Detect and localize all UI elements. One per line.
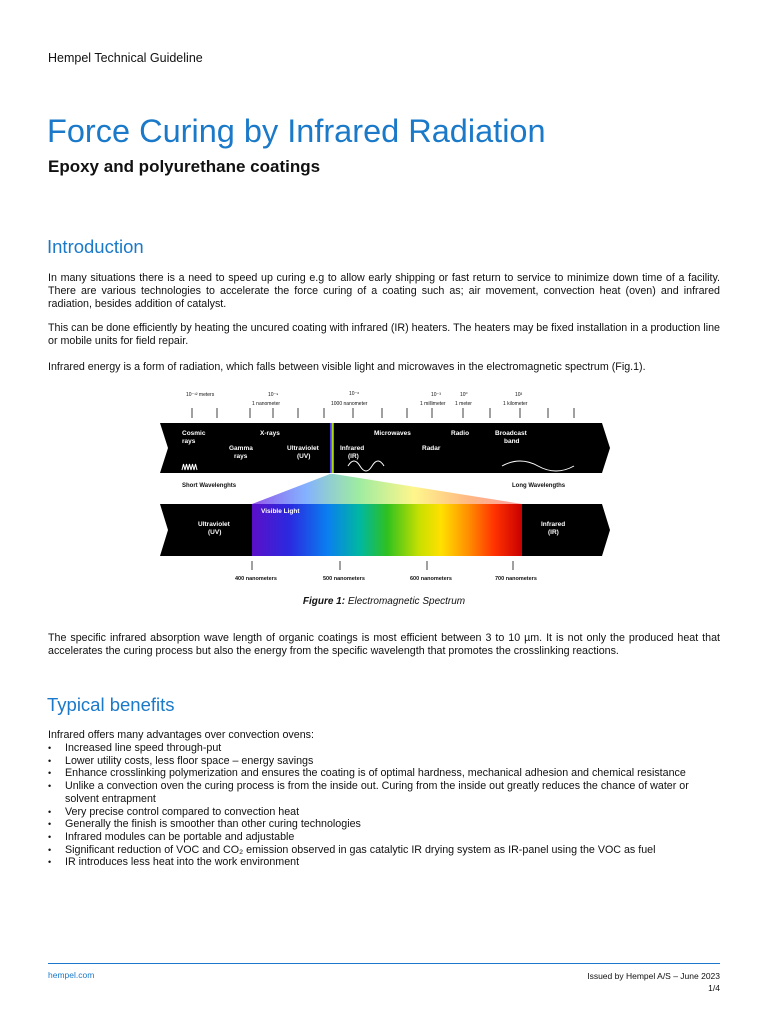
label-gamma-2: rays [234,453,248,460]
scale-label-3b: 1000 nanometer [331,401,368,407]
benefits-list [48,742,720,869]
page-number: 1/4 [708,983,720,993]
list-item: • Unlike a convection oven the curing process is from the inside out. Curing from the inside out greatly reduces the chance of water or solvent entrapment [48,780,720,805]
nm-label-400: 400 nanometers [235,576,277,582]
list-item: • Lower utility costs, less floor space – energy savings [48,755,720,768]
label-microwaves: Microwaves [374,430,411,437]
page-subtitle: Epoxy and polyurethane coatings [48,157,321,176]
scale-label-4a: 10⁻³ [431,392,441,398]
label-ir-top-1: Infrared [340,445,365,452]
figure-caption-label: Figure 1: [302,596,346,607]
label-ir-top-2: (IR) [348,453,359,460]
long-wavelengths-label: Long Wavelengths [512,483,566,489]
scale-label-5b: 1 meter [455,401,472,407]
footer-divider [48,963,720,964]
list-item: • IR introduces less heat into the work environment [48,856,720,869]
list-item: • Infrared modules can be portable and adjustable [48,831,720,844]
label-radio: Radio [451,430,470,437]
label-gamma-1: Gamma [229,445,253,452]
label-cosmic-1: Cosmic [182,430,206,437]
figure-caption [48,596,720,607]
label-ir-bottom-2: (IR) [548,529,559,536]
figure-caption-text: Electromagnetic Spectrum [345,596,466,607]
label-radar: Radar [422,445,441,452]
scale-label-6b: 1 kilometer [503,401,528,407]
scale-label-6a: 10³ [515,392,523,398]
nanometer-ticks [252,561,513,570]
absorption-paragraph: The specific infrared absorption wave length of organic coatings is most efficient between 3 to 10 µm. It is not only the produced heat that accelerates the curing process but also the energy from the specific wavelength that promotes the crosslinking reactions. [48,632,720,658]
list-item: • Increased line speed through-put [48,742,720,755]
label-uv-top-1: Ultraviolet [287,445,319,452]
list-item: • Significant reduction of VOC and CO₂ emission observed in gas catalytic IR drying system as IR-panel using the VOC as fuel [48,844,720,857]
intro-paragraph-1: In many situations there is a need to speed up curing e.g to allow early shipping or fast return to service to minimize down time of a facility. There are various technologies to accelerate the force curing of a coating such as; air movement, convection heat (oven) and infrared radiation, besides addition of catalyst. [48,272,720,311]
scale-ticks [192,408,574,418]
scale-label-5a: 10⁰ [460,392,468,398]
label-uv-bottom-2: (UV) [208,529,222,536]
label-uv-bottom-1: Ultraviolet [198,521,230,528]
scale-label-3a: 10⁻⁶ [349,391,360,397]
visible-light-fan [252,474,522,504]
footer-issued-text: Issued by Hempel A/S – June 2023 [587,971,720,981]
section-heading-introduction: Introduction [47,236,144,257]
label-uv-top-2: (UV) [297,453,311,460]
scale-label-4b: 1 millimeter [420,401,446,407]
electromagnetic-spectrum-figure [160,386,610,586]
label-broadcast-1: Broadcast [495,430,527,437]
section-heading-typical-benefits: Typical benefits [47,694,175,715]
label-broadcast-2: band [504,438,520,445]
benefits-intro: Infrared offers many advantages over convection ovens: [48,729,314,741]
scale-label-2b: 1 nanometer [252,401,281,407]
scale-label-1: 10⁻¹² meters [186,392,215,398]
footer-issued-info [587,970,720,994]
list-item: • Enhance crosslinking polymerization and ensures the coating is of optimal hardness, mechanical adhesion and chemical resistance [48,767,720,780]
short-wavelengths-label: Short Wavelenghts [182,483,237,489]
nm-label-600: 600 nanometers [410,576,452,582]
intro-paragraph-2: This can be done efficiently by heating the uncured coating with infrared (IR) heaters. The heaters may be fixed installation in a production line or mobile units for field repair. [48,322,720,348]
nm-label-500: 500 nanometers [323,576,365,582]
label-cosmic-2: rays [182,438,196,445]
label-xrays: X-rays [260,430,280,437]
list-item: • Generally the finish is smoother than other curing technologies [48,818,720,831]
label-visible-light: Visible Light [261,508,300,515]
nm-label-700: 700 nanometers [495,576,537,582]
list-item: • Very precise control compared to convection heat [48,806,720,819]
scale-label-2a: 10⁻⁹ [268,392,279,398]
page-title: Force Curing by Infrared Radiation [47,113,546,149]
footer-website-link[interactable]: hempel.com [48,970,95,980]
intro-paragraph-3: Infrared energy is a form of radiation, which falls between visible light and microwaves in the electromagnetic spectrum (Fig.1). [48,361,646,373]
visible-light-line [330,423,334,473]
document-kicker: Hempel Technical Guideline [48,51,203,65]
label-ir-bottom-1: Infrared [541,521,566,528]
